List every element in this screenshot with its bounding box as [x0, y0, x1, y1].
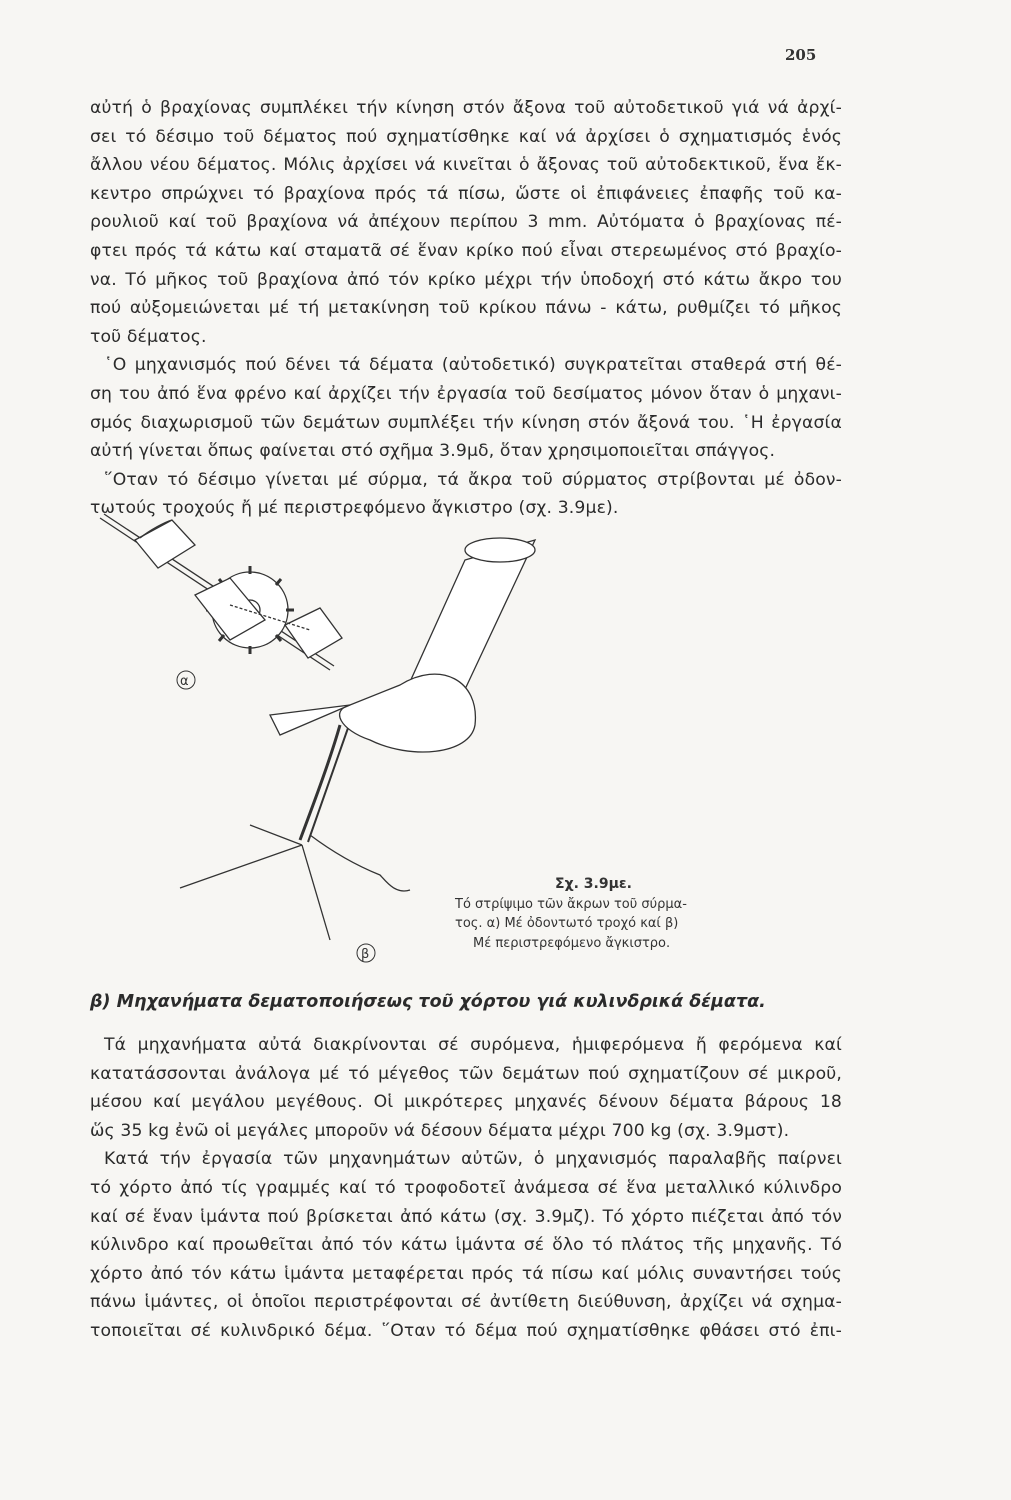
section-heading: β) Μηχανήματα δεματοποιήσεως τοῦ χόρτου γιά κυλινδρικά δέματα.	[90, 992, 766, 1012]
text-line: τό χόρτο ἀπό τίς γραμμές καί τό τροφοδοτεῖ ἀνάμεσα σέ ἕνα μεταλλικό κύλινδρο	[90, 1177, 842, 1198]
top-text-block	[90, 94, 842, 523]
text-line: ὥς 35 kg ἐνῶ οἱ μεγάλες μποροῦν νά δέσουν δέματα μέχρι 700 kg (σχ. 3.9μστ).	[90, 1120, 790, 1141]
text-line: καί σέ ἕναν ἱμάντα πού βρίσκεται ἀπό κάτω (σχ. 3.9μζ). Τό χόρτο πιέζεται ἀπό τόν	[90, 1206, 842, 1227]
text-line: σμός διαχωρισμοῦ τῶν δεμάτων συμπλέξει τήν κίνηση στόν ἄξονά του. ῾Η ἐργασία	[90, 412, 842, 433]
figure-caption	[455, 875, 755, 953]
caption-line: Τό στρίψιμο τῶν ἄκρων τοῦ σύρμα-	[455, 896, 687, 912]
caption-title: Σχ. 3.9με.	[555, 876, 632, 892]
text-line: ῞Οταν τό δέσιμο γίνεται μέ σύρμα, τά ἄκρα τοῦ σύρματος στρίβονται μέ ὀδον-	[104, 469, 842, 490]
text-line: να. Τό μῆκος τοῦ βραχίονα ἀπό τόν κρίκο μέχρι τήν ὑποδοχή στό κάτω ἄκρο του	[90, 269, 842, 290]
gear-wheel-drawing	[100, 514, 342, 670]
text-line: φτει πρός τά κάτω καί σταματᾶ σέ ἕναν κρίκο πού εἶναι στερεωμένος στό βραχίο-	[90, 240, 842, 261]
text-line: τωτούς τροχούς ἤ μέ περιστρεφόμενο ἄγκιστρο (σχ. 3.9με).	[90, 498, 619, 519]
text-line: τοῦ δέματος.	[90, 326, 207, 347]
text-line: κύλινδρο καί προωθεῖται ἀπό τόν κάτω ἱμάντα σέ ὅλο τό πλάτος τῆς μηχανῆς. Τό	[90, 1235, 842, 1256]
text-line: ῾Ο μηχανισμός πού δένει τά δέματα (αὐτοδετικό) συγκρατεῖται σταθερά στή θέ-	[104, 355, 842, 376]
text-line: αὐτή ὁ βραχίονας συμπλέκει τήν κίνηση στόν ἄξονα τοῦ αὐτοδετικοῦ γιά νά ἀρχί-	[90, 98, 842, 118]
text-line: κεντρο σπρώχνει τό βραχίονα πρός τά πίσω, ὥστε οἱ ἐπιφάνειες ἐπαφῆς τοῦ κα-	[90, 183, 842, 204]
text-line: πάνω ἱμάντες, οἱ ὁποῖοι περιστρέφονται σέ ἀντίθετη διεύθυνση, ἀρχίζει νά σχημα-	[90, 1292, 842, 1313]
text-line: ἄλλου νέου δέματος. Μόλις ἀρχίσει νά κινεῖται ὁ ἄξονας τοῦ αὐτοδεκτικοῦ, ἕνα ἔκ-	[90, 155, 842, 176]
text-line: σει τό δέσιμο τοῦ δέματος πού σχηματίσθηκε καί νά ἀρχίσει ὁ σχηματισμός ἑνός	[90, 126, 842, 147]
figure-label-b: β	[361, 947, 370, 962]
page-number: 205	[785, 46, 817, 64]
text-line: ση του ἀπό ἕνα φρένο καί ἀρχίζει τήν ἐργασία τοῦ δεσίματος μόνον ὅταν ὁ μηχανι-	[90, 383, 842, 404]
text-line: ρουλιοῦ καί τοῦ βραχίονα νά ἀπέχουν περίπου 3 mm. Αὐτόματα ὁ βραχίονας πέ-	[90, 212, 842, 233]
text-line: κατατάσσονται ἀνάλογα μέ τό μέγεθος τῶν δεμάτων πού σχηματίζουν σέ μικροῦ,	[90, 1063, 842, 1084]
caption-line: Μέ περιστρεφόμενο ἄγκιστρο.	[473, 935, 671, 951]
text-line: τοποιεῖται σέ κυλινδρικό δέμα. ῞Οταν τό δέμα πού σχηματίσθηκε φθάσει στό ἐπι-	[90, 1320, 842, 1341]
caption-line: τος. α) Μέ ὀδοντωτό τροχό καί β)	[455, 916, 679, 931]
text-line: μέσου καί μεγάλου μεγέθους. Οἱ μικρότερες μηχανές δένουν δέματα βάρους 18	[90, 1092, 842, 1113]
figure-label-a: α	[180, 674, 189, 689]
bottom-text-block	[90, 1031, 842, 1346]
text-line: Τά μηχανήματα αὐτά διακρίνονται σέ συρόμενα, ἡμιφερόμενα ἤ φερόμενα καί	[104, 1035, 842, 1055]
text-line: Κατά τήν ἐργασία τῶν μηχανημάτων αὐτῶν, ὁ μηχανισμός παραλαβῆς παίρνει	[104, 1149, 842, 1170]
text-line: πού αὐξομειώνεται μέ τή μετακίνηση τοῦ κρίκου πάνω - κάτω, ρυθμίζει τό μῆκος	[90, 298, 842, 319]
text-line: χόρτο ἀπό τόν κάτω ἱμάντα μεταφέρεται πρός τά πίσω καί μόλις συναντήσει τούς	[90, 1263, 842, 1284]
text-line: αὐτή γίνεται ὅπως φαίνεται στό σχῆμα 3.9μδ, ὅταν χρησιμοποιεῖται σπάγγος.	[90, 441, 776, 462]
